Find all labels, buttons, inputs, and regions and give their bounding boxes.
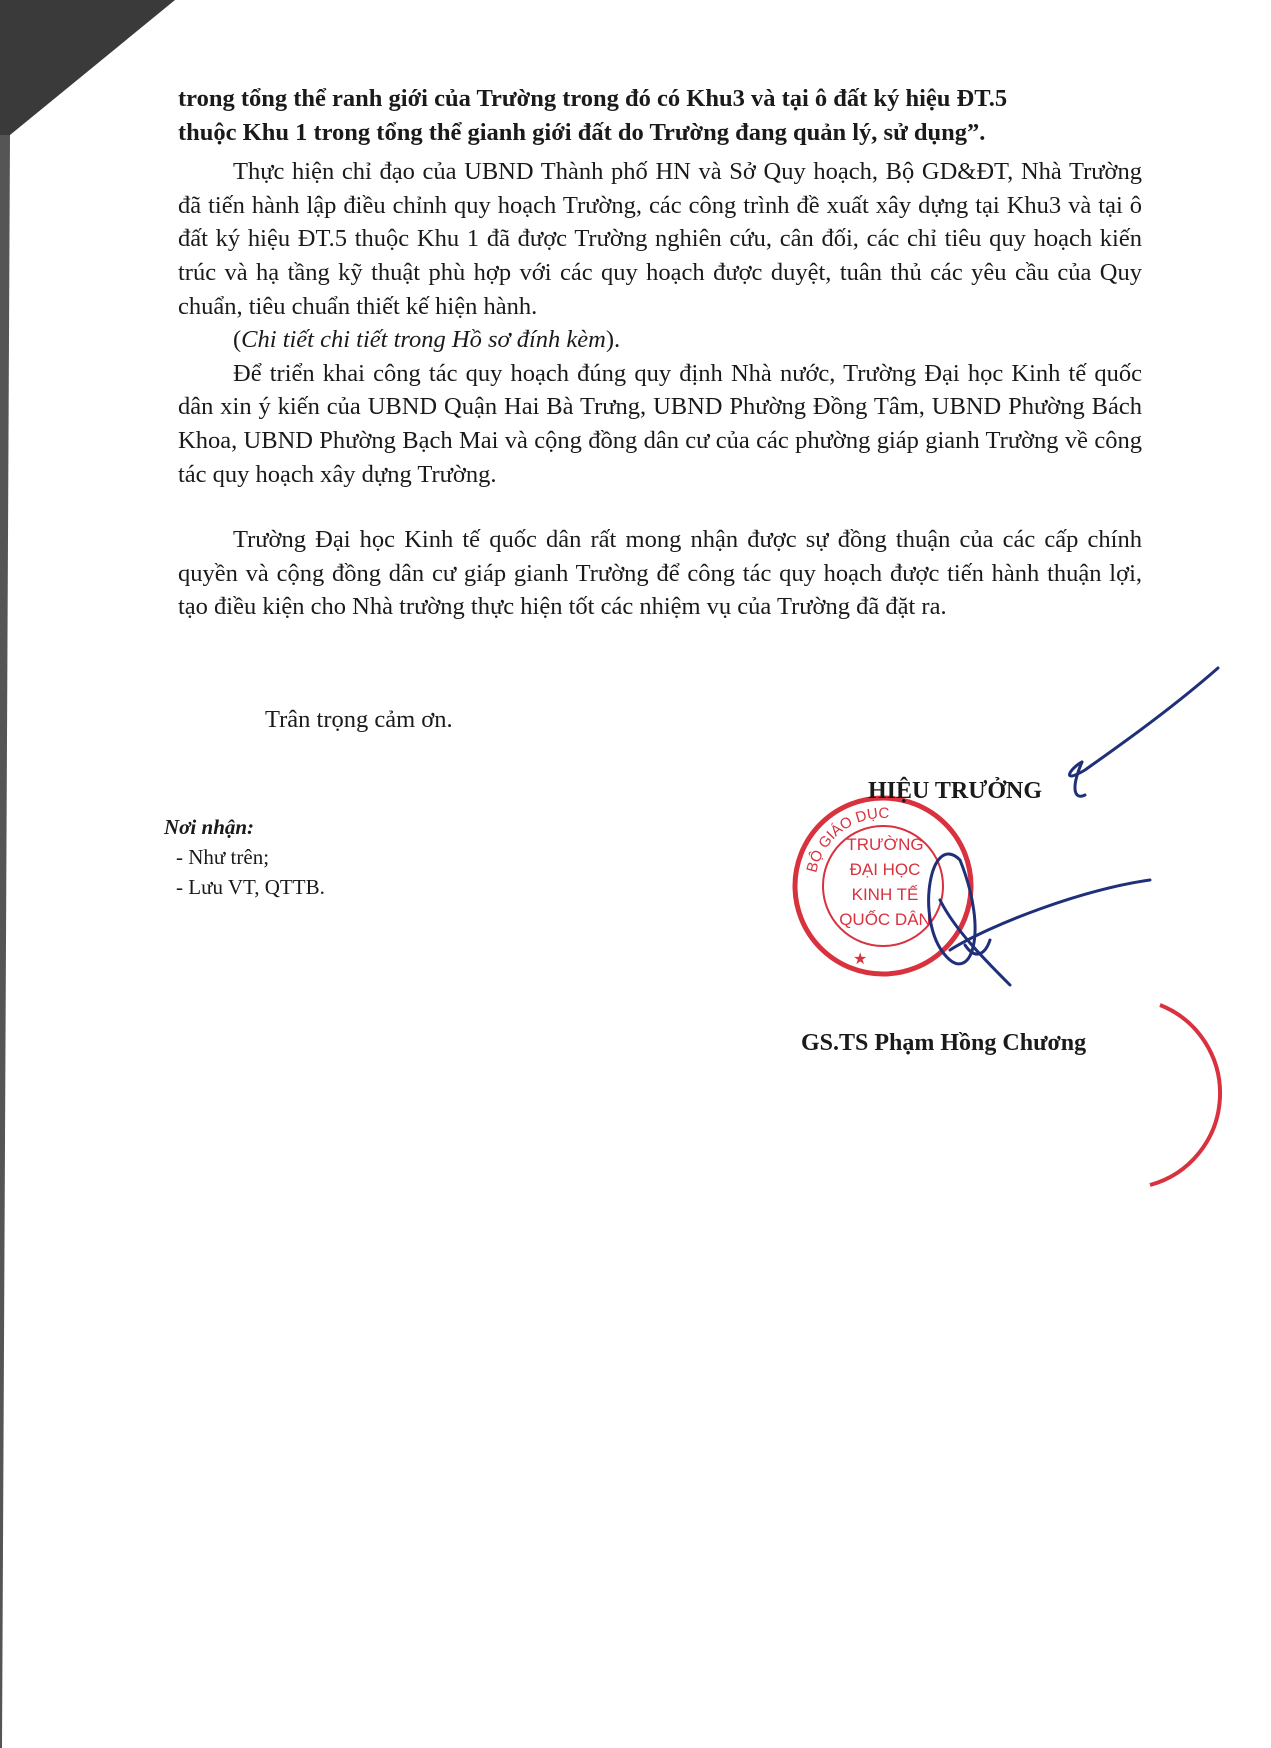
- recipient-item: - Lưu VT, QTTB.: [176, 875, 325, 899]
- paragraph-request-opinion: Để triển khai công tác quy hoạch đúng quy định Nhà nước, Trường Đại học Kinh tế quốc dân xin ý kiến của UBND Quận Hai Bà Trưng, UBND Phường Đồng Tâm, UBND Phường Bách Khoa, UBND Phường Bạch Mai và cộng đồng dân cư của các phường giáp gianh Trường về công tác quy hoạch xây dựng Trường.: [178, 359, 1142, 488]
- quote-end-line-2: thuộc Khu 1 trong tổng thể gianh giới đất do Trường đang quản lý, sử dụng”.: [178, 118, 986, 146]
- seal-line: KINH TẾ: [851, 885, 919, 904]
- seal-ring-text: BỘ GIÁO DỤC: [803, 804, 890, 875]
- seal-line: ĐẠI HỌC: [849, 860, 921, 879]
- signer-name: GS.TS Phạm Hồng Chương: [801, 1030, 1087, 1056]
- closing-thanks: Trân trọng cảm ơn.: [265, 706, 453, 733]
- attachment-note-text: Chi tiết chi tiết trong Hồ sơ đính kèm: [241, 326, 606, 354]
- seal-line: TRƯỜNG: [846, 835, 924, 854]
- paren-close: ).: [605, 326, 621, 354]
- handwritten-signature: [929, 668, 1218, 985]
- seal-line: QUỐC DÂN: [839, 910, 931, 929]
- quote-end-line-1: trong tổng thể ranh giới của Trường trong đó có Khu3 và tại ô đất ký hiệu ĐT.5: [178, 85, 1008, 112]
- paragraph-implementation: Thực hiện chỉ đạo của UBND Thành phố HN và Sở Quy hoạch, Bộ GD&ĐT, Nhà Trường đã tiến hành lập điều chỉnh quy hoạch Trường, các công trình đề xuất xây dựng tại Khu3 và tại ô đất ký hiệu ĐT.5 thuộc Khu 1 đã được Trường nghiên cứu, cân đối, các chỉ tiêu quy hoạch kiến trúc và hạ tầng kỹ thuật phù hợp với các quy hoạch được duyệt, tuân thủ các yêu cầu của Quy chuẩn, tiêu chuẩn thiết kế hiện hành.: [178, 158, 1142, 320]
- signature-title: HIỆU TRƯỞNG: [868, 778, 1043, 804]
- paragraph-consensus: Trường Đại học Kinh tế quốc dân rất mong nhận được sự đồng thuận của các cấp chính quyền và cộng đồng dân cư giáp gianh Trường để công tác quy hoạch được tiến hành thuận lợi, tạo điều kiện cho Nhà trường thực hiện tốt các nhiệm vụ của Trường đã đặt ra.: [178, 526, 1142, 621]
- paren-open: (: [233, 326, 242, 354]
- seal-star-icon: ★: [853, 951, 868, 968]
- recipient-item: - Như trên;: [176, 845, 270, 869]
- recipients-heading: Nơi nhận:: [164, 815, 255, 839]
